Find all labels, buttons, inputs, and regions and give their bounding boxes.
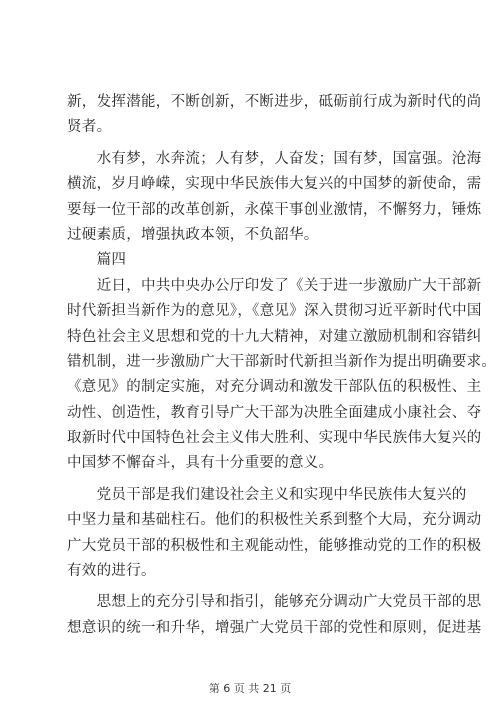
paragraph-4 [67, 483, 482, 585]
text-line: 想意识的统一和升华，增强广大党员干部的党性和原则，促进基 [67, 619, 482, 636]
text-line: 水有梦，水奔流；人有梦，人奋发；国有梦，国富强。沧海 [67, 150, 482, 167]
text-line: 党员干部是我们建设社会主义和实现中华民族伟大复兴的 [67, 486, 467, 503]
text-line: 错机制，进一步激励广大干部新时代新担当新作为提出明确要求。 [67, 353, 497, 370]
text-line: 动性、创造性，教育引导广大干部为决胜全面建成小康社会、夺 [67, 404, 482, 421]
text-line: 近日，中共中央办公厅印发了《关于进一步激励广大干部新 [67, 277, 482, 294]
text-line: 贤者。 [67, 119, 112, 136]
text-line: 新，发挥潜能，不断创新，不断进步，砥砺前行成为新时代的尚 [67, 94, 482, 110]
text-line: 《意见》的制定实施，对充分调动和激发干部队伍的积极性、主 [67, 379, 482, 396]
text-line: 过硬素质，增强执政本领，不负韶华。 [67, 226, 319, 243]
text-line: 要每一位干部的改革创新，永葆干事创业激情，不懈努力，锤炼 [67, 201, 482, 218]
section-heading [67, 248, 439, 273]
paragraph-5 [67, 590, 482, 641]
text-line: 有效的进行。 [67, 563, 156, 580]
text-line: 广大党员干部的积极性和主观能动性，能够推动党的工作的积极 [67, 537, 482, 554]
text-line: 时代新担当新作为的意见》，《意见》深入贯彻习近平新时代中国 [67, 303, 482, 320]
text-line: 中坚力量和基础柱石。他们的积极性关系到整个大局，充分调动 [67, 512, 482, 529]
heading-line: 篇四 [67, 252, 127, 269]
document-body [67, 90, 497, 641]
text-line: 特色社会主义思想和党的十九大精神，对建立激励机制和容错纠 [67, 328, 482, 345]
page-number-footer: 第 6 页 共 21 页 [208, 682, 292, 695]
text-line: 横流，岁月峥嵘，实现中华民族伟大复兴的中国梦的新使命，需 [67, 176, 482, 193]
text-line: 中国梦不懈奋斗，具有十分重要的意义。 [67, 455, 334, 472]
text-line: 取新时代中国特色社会主义伟大胜利、实现中华民族伟大复兴的 [67, 430, 482, 447]
text-line: 思想上的充分引导和指引，能够充分调动广大党员干部的思 [67, 594, 482, 611]
paragraph-2 [67, 147, 482, 249]
paragraph-1 [67, 90, 482, 141]
paragraph-3 [67, 274, 497, 477]
